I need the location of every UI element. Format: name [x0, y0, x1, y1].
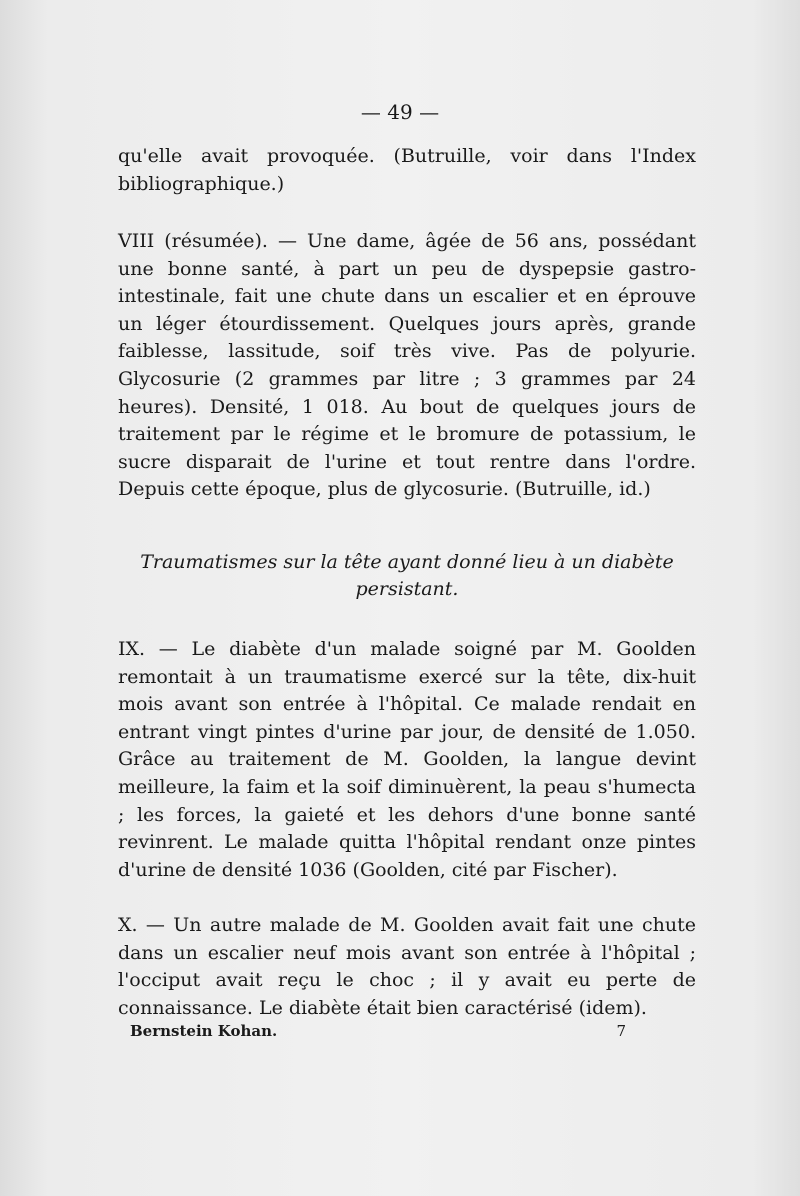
section-heading: Traumatismes sur la tête ayant donné lieu à un diabète persistant. [140, 551, 674, 600]
paragraph-text: X. — Un autre malade de M. Goolden avait fait une chute dans un escalier neuf mois avant son entrée à l'hôpital ; l'occiput avait reçu le choc ; il y avait eu perte de connaissance. Le diabète était bien caractérisé (idem). [118, 914, 696, 1019]
paragraph-case-x [118, 912, 696, 1022]
footer-signature: Bernstein Kohan. [130, 1022, 278, 1040]
paragraph-case-ix [118, 636, 696, 884]
sheet-number: 7 [616, 1022, 626, 1040]
paragraph-text: VIII (résumée). — Une dame, âgée de 56 ans, possédant une bonne santé, à part un peu de dyspepsie gastro-intestinale, fait une chute dans un escalier et en éprouve un léger étourdissement. Quelques jours après, grande faiblesse, lassitude, soif très vive. Pas de polyurie. Glycosurie (2 grammes par litre ; 3 grammes par 24 heures). Densité, 1 018. Au bout de quelques jours de traitement par le régime et le bromure de potassium, le sucre disparait de l'urine et tout rentre dans l'ordre. Depuis cette époque, plus de glycosurie. (Butruille, id.) [118, 230, 696, 501]
paragraph-case-viii [118, 228, 696, 504]
page-number: — 49 — [360, 100, 440, 124]
paragraph-text: IX. — Le diabète d'un malade soigné par M. Goolden remontait à un traumatisme exercé sur la tête, dix-huit mois avant son entrée à l'hôpital. Ce malade rendait en entrant vingt pintes d'urine par jour, de densité de 1.050. Grâce au traitement de M. Goolden, la langue devint meilleure, la faim et la soif diminuèrent, la peau s'humecta ; les forces, la gaieté et les dehors d'une bonne santé revinrent. Le malade quitta l'hôpital rendant onze pintes d'urine de densité 1036 (Goolden, cité par Fischer). [118, 638, 696, 881]
paragraph-text: qu'elle avait provoquée. (Butruille, voir dans l'Index bibliographique.) [118, 145, 696, 195]
page-footer [130, 1022, 626, 1040]
paragraph-continuation [118, 143, 696, 198]
